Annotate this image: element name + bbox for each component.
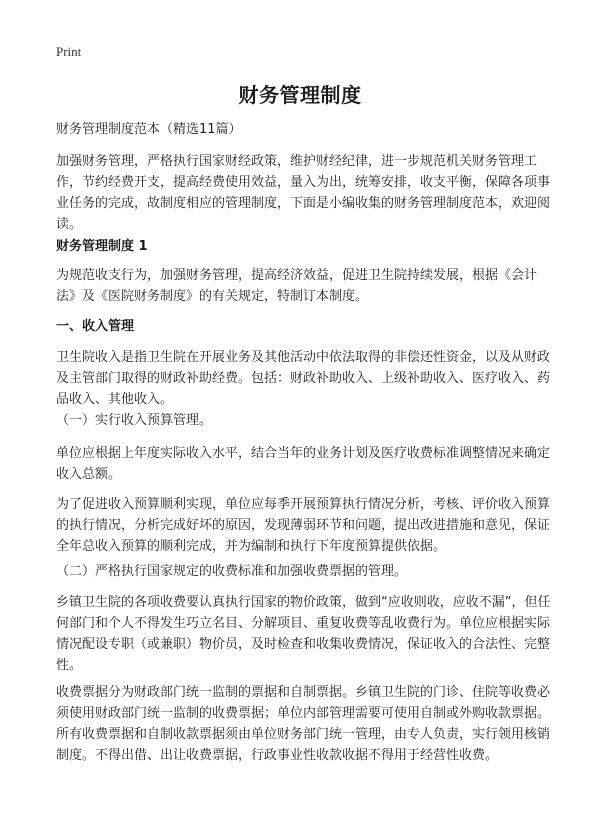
print-link[interactable]: Print [56,44,82,59]
page-title: 财务管理制度 [238,83,362,107]
budget-paragraph-2: 为了促进收入预算顺利实现，单位应每季开展预算执行情况分析，考核、评价收入预算的执行情况，分析完成好坏的原因，发现薄弱环节和问题，提出改进措施和意见，保证全年总收入预算的顺利完成，并为编制和执行下年度预算提供依据。 [56,497,551,554]
section-intro-paragraph: 为规范收支行为，加强财务管理，提高经济效益，促进卫生院持续发展，根据《会计法》及《医院财务制度》的有关规定，特制订本制度。 [56,268,538,304]
fees-paragraph-1: 乡镇卫生院的各项收费要认真执行国家的物价政策，做到“应收则收，应收不漏”，但任何部门和个人不得发生巧立名目、分解项目、重复收费等乱收费行为。单位应根据实际情况配设专职（或兼职）物价员，及时检查和收集收费情况，保证收入的合法性、完整性。 [56,595,551,673]
fees-paragraph-2: 收费票据分为财政部门统一监制的票据和自制票据。乡镇卫生院的门诊、住院等收费必须使用财政部门统一监制的收费票据；单位内部管理需要可使用自制或外购收款票据。所有收费票据和自制收款票据须由单位财务部门统一管理，由专人负责，实行领用核销制度。不得出借、出让收费票据，行政事业性收款收据不得用于经营性收费。 [56,685,551,763]
subheading-fees: （二）严格执行国家规定的收费标准和加强收费票据的管理。 [56,564,408,579]
subheading-budget: （一）实行收入预算管理。 [56,413,213,428]
budget-paragraph-1: 单位应根据上年度实际收入水平，结合当年的业务计划及医疗收费标准调整情况来确定收入总额。 [56,446,551,482]
income-definition-paragraph: 卫生院收入是指卫生院在开展业务及其他活动中依法取得的非偿还性资金，以及从财政及主管部门取得的财政补助经费。包括：财政补助收入、上级补助收入、医疗收入、药品收入、其他收入。 [56,350,551,407]
document-subtitle: 财务管理制度范本（精选11篇） [56,122,242,137]
intro-paragraph: 加强财务管理，严格执行国家财经政策，维护财经纪律，进一步规范机关财务管理工作，节约经费开支，提高经费使用效益，量入为出，统筹安排，收支平衡，保障各项事业任务的完成，故制度相应的管理制度，下面是小编收集的财务管理制度范本，欢迎阅读。 [56,154,551,232]
section-heading: 财务管理制度 1 [56,239,148,254]
part-heading-income: 一、收入管理 [56,319,135,334]
